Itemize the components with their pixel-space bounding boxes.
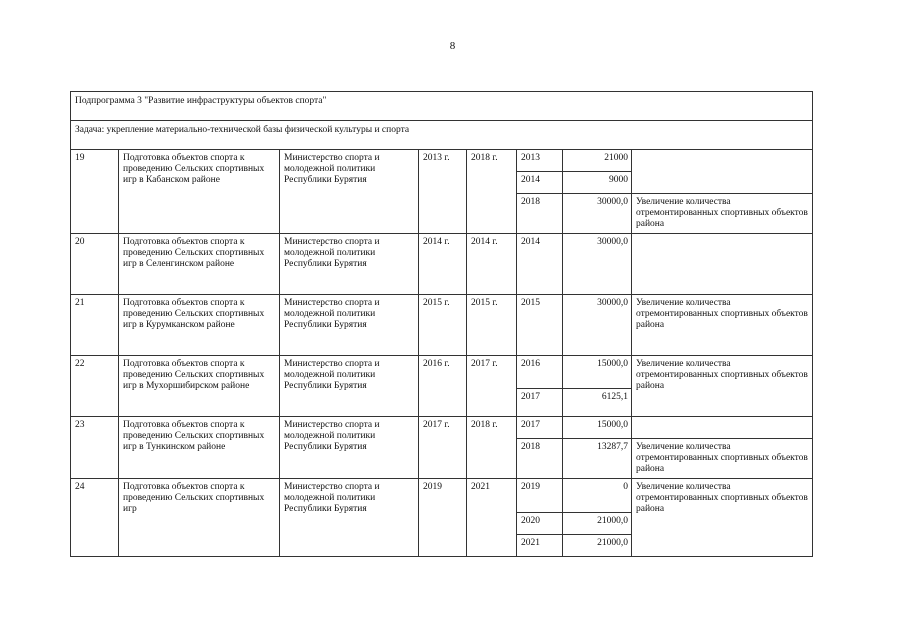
end-year: 2018 г.: [467, 150, 517, 234]
executor: Министерство спорта и молодежной политики Республики Бурятия: [280, 417, 419, 479]
row-number: 20: [71, 234, 119, 295]
expected-result: Увеличение количества отремонтированных спортивных объектов района: [632, 479, 813, 557]
funding-year: 2013: [517, 150, 563, 172]
funding-year: 2014: [517, 172, 563, 194]
expected-result: [632, 150, 813, 194]
activity-name: Подготовка объектов спорта к проведению Сельских спортивных игр в Кабанском районе: [119, 150, 280, 234]
expected-result: [632, 417, 813, 439]
funding-amount: 6125,1: [563, 389, 632, 417]
funding-amount: 9000: [563, 172, 632, 194]
funding-year: 2017: [517, 417, 563, 439]
funding-year: 2018: [517, 194, 563, 234]
expected-result: Увеличение количества отремонтированных спортивных объектов района: [632, 194, 813, 234]
start-year: 2019: [419, 479, 467, 557]
table-row: [71, 234, 813, 295]
row-number: 21: [71, 295, 119, 356]
start-year: 2014 г.: [419, 234, 467, 295]
funding-year: 2019: [517, 479, 563, 513]
funding-amount: 21000: [563, 150, 632, 172]
subprogram-row: [71, 92, 813, 121]
funding-year: 2018: [517, 439, 563, 479]
funding-year: 2020: [517, 513, 563, 535]
funding-year: 2014: [517, 234, 563, 295]
row-number: 24: [71, 479, 119, 557]
activity-name: Подготовка объектов спорта к проведению Сельских спортивных игр в Курумканском районе: [119, 295, 280, 356]
start-year: 2013 г.: [419, 150, 467, 234]
start-year: 2016 г.: [419, 356, 467, 417]
task-title: Задача: укрепление материально-технической базы физической культуры и спорта: [71, 121, 813, 150]
funding-year: 2015: [517, 295, 563, 356]
page-number: 8: [449, 40, 456, 52]
funding-amount: 15000,0: [563, 417, 632, 439]
funding-amount: 30000,0: [563, 295, 632, 356]
executor: Министерство спорта и молодежной политики Республики Бурятия: [280, 234, 419, 295]
executor: Министерство спорта и молодежной политики Республики Бурятия: [280, 150, 419, 234]
end-year: 2014 г.: [467, 234, 517, 295]
task-row: [71, 121, 813, 150]
end-year: 2015 г.: [467, 295, 517, 356]
end-year: 2017 г.: [467, 356, 517, 417]
funding-amount: 15000,0: [563, 356, 632, 389]
funding-year: 2021: [517, 535, 563, 557]
table-row: [71, 479, 813, 513]
start-year: 2017 г.: [419, 417, 467, 479]
activity-name: Подготовка объектов спорта к проведению Сельских спортивных игр в Мухоршибирском районе: [119, 356, 280, 417]
expected-result: [632, 234, 813, 295]
subprogram-title: Подпрограмма 3 "Развитие инфраструктуры объектов спорта": [71, 92, 813, 121]
executor: Министерство спорта и молодежной политики Республики Бурятия: [280, 356, 419, 417]
program-table: [70, 91, 813, 557]
table-row: [71, 417, 813, 439]
end-year: 2018 г.: [467, 417, 517, 479]
funding-amount: 21000,0: [563, 513, 632, 535]
expected-result: Увеличение количества отремонтированных спортивных объектов района: [632, 356, 813, 417]
start-year: 2015 г.: [419, 295, 467, 356]
executor: Министерство спорта и молодежной политики Республики Бурятия: [280, 295, 419, 356]
executor: Министерство спорта и молодежной политики Республики Бурятия: [280, 479, 419, 557]
funding-year: 2017: [517, 389, 563, 417]
funding-amount: 30000,0: [563, 194, 632, 234]
row-number: 22: [71, 356, 119, 417]
funding-year: 2016: [517, 356, 563, 389]
activity-name: Подготовка объектов спорта к проведению Сельских спортивных игр: [119, 479, 280, 557]
end-year: 2021: [467, 479, 517, 557]
table-row: [71, 150, 813, 172]
funding-amount: 30000,0: [563, 234, 632, 295]
funding-amount: 0: [563, 479, 632, 513]
expected-result: Увеличение количества отремонтированных спортивных объектов района: [632, 439, 813, 479]
activity-name: Подготовка объектов спорта к проведению Сельских спортивных игр в Тункинском районе: [119, 417, 280, 479]
activity-name: Подготовка объектов спорта к проведению Сельских спортивных игр в Селенгинском районе: [119, 234, 280, 295]
table-row: [71, 356, 813, 389]
funding-amount: 13287,7: [563, 439, 632, 479]
row-number: 19: [71, 150, 119, 234]
funding-amount: 21000,0: [563, 535, 632, 557]
expected-result: Увеличение количества отремонтированных спортивных объектов района: [632, 295, 813, 356]
table-row: [71, 295, 813, 356]
row-number: 23: [71, 417, 119, 479]
